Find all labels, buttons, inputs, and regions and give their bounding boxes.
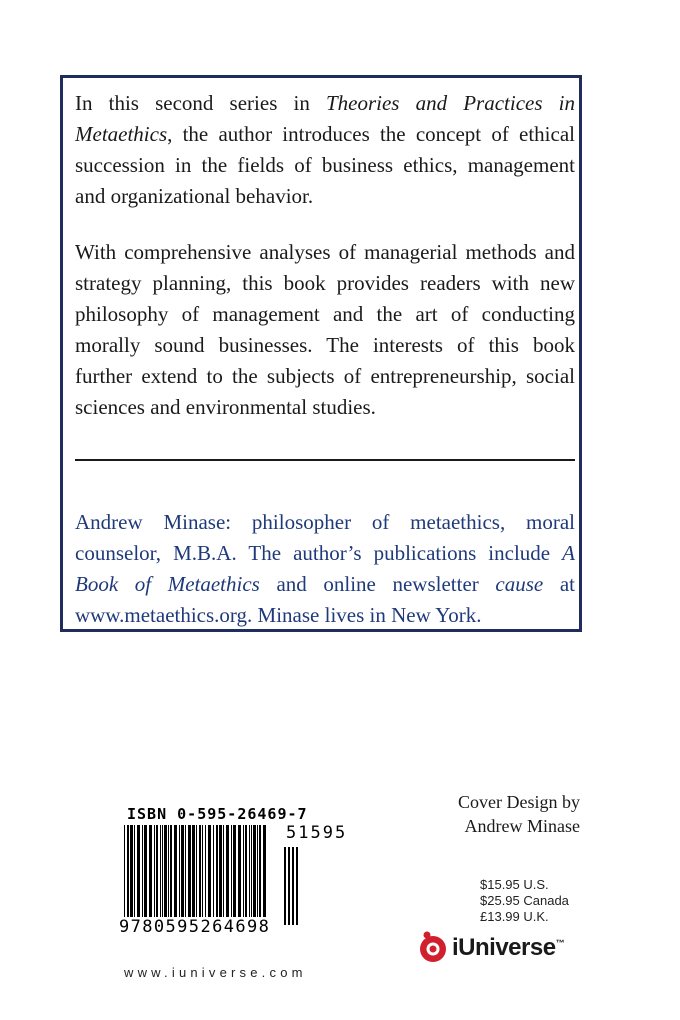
barcode-bar <box>251 825 252 917</box>
barcode-bar <box>156 825 158 917</box>
price-us: $15.95 U.S. <box>480 877 549 892</box>
barcode-bar <box>219 825 222 917</box>
cover-credit <box>420 790 580 838</box>
publisher-url: www.iuniverse.com <box>124 965 307 980</box>
barcode-bar <box>170 825 172 917</box>
barcode-bar <box>243 825 244 917</box>
barcode-bar <box>288 847 290 925</box>
iuniverse-logo <box>416 930 576 970</box>
barcode-bar <box>296 847 298 925</box>
barcode-bar <box>202 825 203 917</box>
barcode-bar <box>185 825 186 917</box>
barcode-bar <box>130 825 133 917</box>
book-title: A Book of Metaethics <box>75 541 575 596</box>
barcode-bar <box>154 825 155 917</box>
publisher-name: iUniverse <box>452 934 556 961</box>
barcode-bar <box>231 825 232 917</box>
barcode-bar <box>253 825 256 917</box>
barcode-bar <box>160 825 161 917</box>
barcode-bar <box>127 825 129 925</box>
price-list <box>480 877 569 925</box>
barcode-bar <box>137 825 140 917</box>
barcode-bar <box>196 825 197 925</box>
barcode-bar <box>199 825 201 925</box>
newsletter-title: cause <box>495 572 544 596</box>
barcode-bar <box>188 825 191 917</box>
price-canada: $25.95 Canada <box>480 893 569 908</box>
barcode-bar <box>213 825 214 917</box>
barcode-bar <box>259 825 261 917</box>
barcode-bar <box>168 825 169 917</box>
barcode-bar <box>162 825 163 917</box>
barcode-bar <box>124 825 125 925</box>
barcode-bar <box>245 825 247 917</box>
barcode-bar <box>164 825 167 917</box>
barcode-ean-digits: 9780595264698 <box>119 917 271 937</box>
barcode-bar <box>263 825 266 925</box>
barcode-bar <box>208 825 211 917</box>
price-uk: £13.99 U.K. <box>480 909 549 924</box>
barcode-bar <box>181 825 184 917</box>
author-bio: Andrew Minase: philosopher of metaethics, moral counselor, M.B.A. The author’s publications include A Book of Metaethics and online newsletter cause at www.metaethics.org. Minase lives in New York. <box>75 510 576 627</box>
iuniverse-logo-icon <box>416 930 450 964</box>
barcode-bar <box>192 825 195 917</box>
barcode-bar <box>179 825 180 917</box>
cover-credit-line-1: Cover Design by <box>458 792 580 812</box>
barcode-addon-digits: 51595 <box>286 823 348 843</box>
isbn-label: ISBN 0-595-26469-7 <box>127 805 308 823</box>
barcode-bar <box>233 825 236 917</box>
barcode-bar <box>226 825 229 917</box>
barcode-bar <box>144 825 147 917</box>
barcode-bar <box>149 825 152 917</box>
barcode-bar <box>284 847 286 925</box>
barcode-bar <box>205 825 206 917</box>
barcode-bar <box>223 825 224 917</box>
cover-credit-line-2: Andrew Minase <box>464 816 580 836</box>
blurb-paragraph-2: With comprehensive analyses of managerial methods and strategy planning, this book provides readers with new philosophy of management and the art of conducting morally sound businesses. The interests of this book further extend to the subjects of entrepreneurship, social sciences and environmental studies. <box>75 240 575 419</box>
blurb-paragraph-1: In this second series in Theories and Practices in Metaethics, the author introduces the concept of ethical succession in the fields of business ethics, management and organizational behavior. <box>75 91 576 208</box>
barcode-bar <box>238 825 241 917</box>
barcode-bar <box>134 825 135 917</box>
trademark-symbol: ™ <box>555 938 565 948</box>
barcode-bar <box>174 825 177 917</box>
series-title: Theories and Practices in Metaethics <box>75 91 576 146</box>
barcode-bar <box>249 825 250 917</box>
barcode-bar <box>257 825 258 917</box>
barcode-bar <box>142 825 143 917</box>
barcode-bar <box>216 825 218 917</box>
divider-rule <box>75 459 575 461</box>
barcode-bar <box>292 847 294 925</box>
